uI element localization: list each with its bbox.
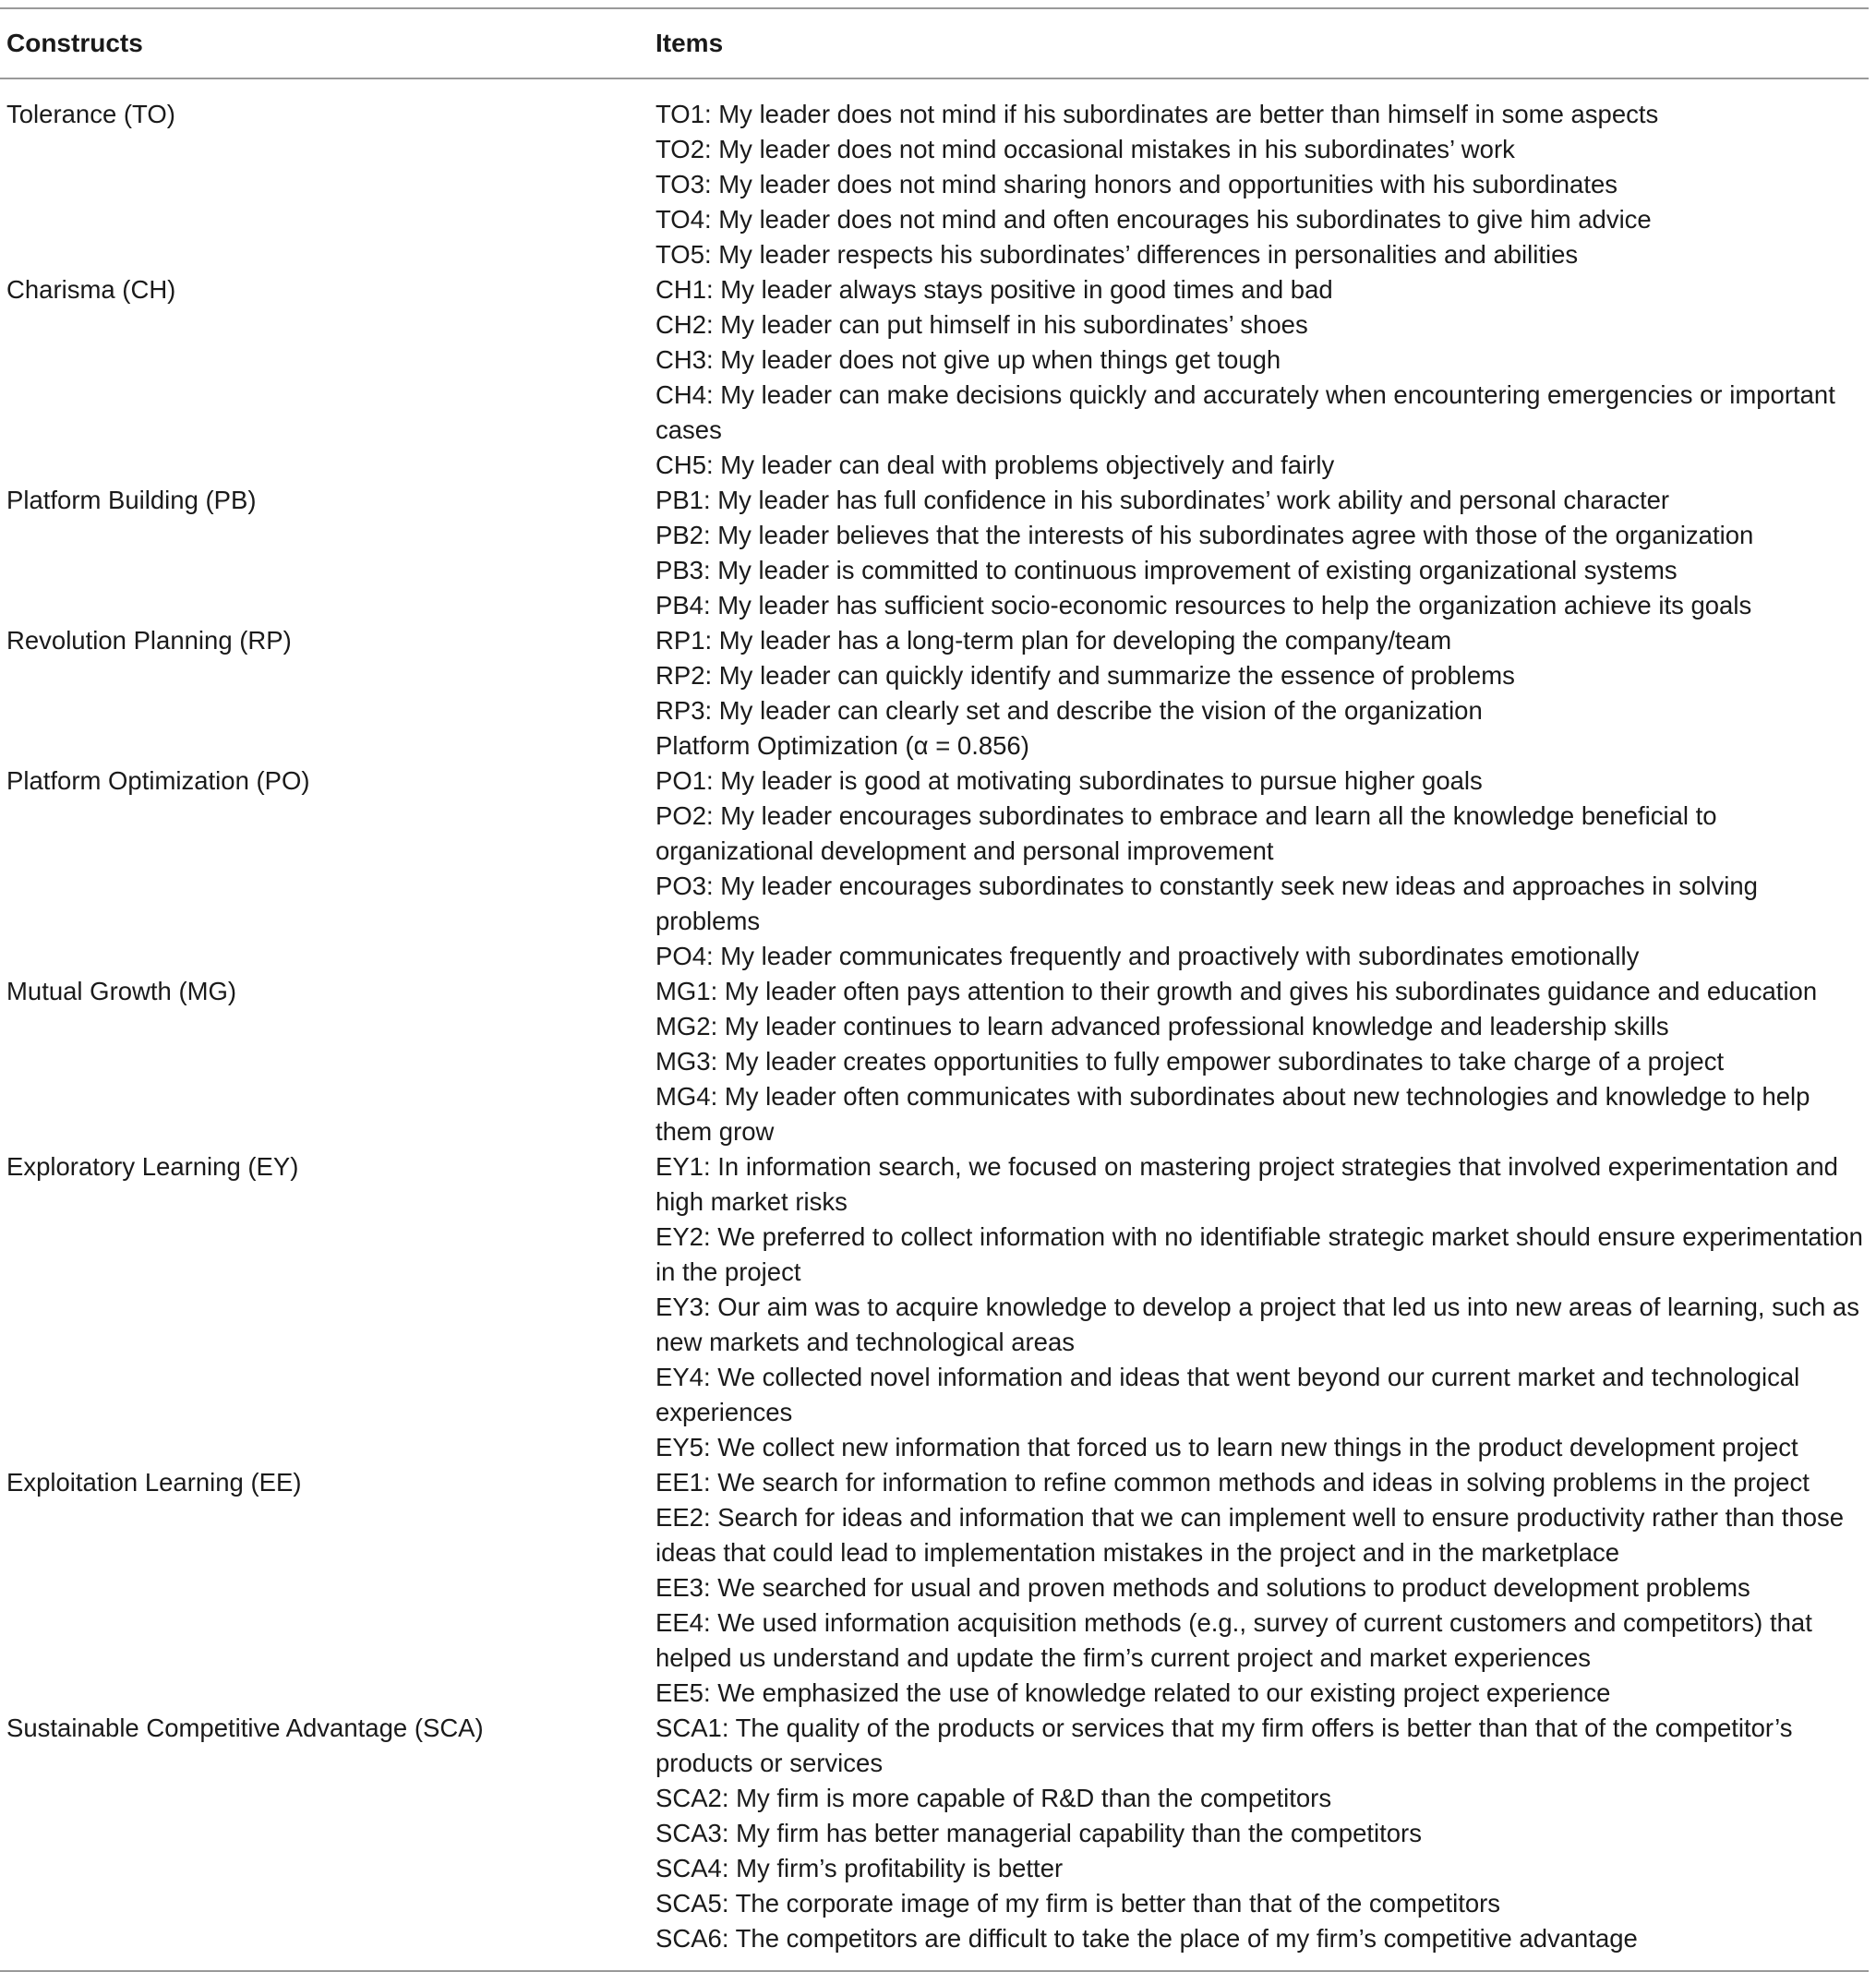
item-text: CH3: My leader does not give up when things get tough (655, 345, 1281, 374)
item-list (655, 483, 1869, 623)
construct-name: Tolerance (TO) (6, 100, 175, 128)
header-items: Items (655, 29, 724, 57)
item-text: RP3: My leader can clearly set and describe the vision of the organization (655, 696, 1483, 725)
item-text: CH1: My leader always stays positive in good times and bad (655, 275, 1333, 304)
item-text: EY5: We collect new information that forced us to learn new things in the product development project (655, 1433, 1798, 1461)
table-row (0, 623, 1869, 764)
item-text: MG3: My leader creates opportunities to fully empower subordinates to take charge of a project (655, 1047, 1725, 1076)
item-text: PO2: My leader encourages subordinates to embrace and learn all the knowledge beneficial to organizational development and personal improvement (655, 801, 1717, 865)
item-list (655, 974, 1869, 1149)
construct-name: Platform Optimization (PO) (6, 766, 310, 795)
construct-name: Exploitation Learning (EE) (6, 1468, 302, 1497)
item-text: SCA1: The quality of the products or services that my firm offers is better than that of the competitor’s products or services (655, 1713, 1793, 1777)
item-list (655, 1149, 1869, 1465)
construct-name: Platform Building (PB) (6, 486, 257, 514)
header-constructs: Constructs (6, 29, 143, 57)
table-row (0, 1711, 1869, 1956)
item-text: CH2: My leader can put himself in his subordinates’ shoes (655, 310, 1308, 339)
item-text: SCA2: My firm is more capable of R&D than the competitors (655, 1784, 1332, 1812)
item-text: MG4: My leader often communicates with subordinates about new technologies and knowledge to help them grow (655, 1082, 1810, 1146)
item-text: SCA6: The competitors are difficult to take the place of my firm’s competitive advantage (655, 1924, 1638, 1953)
item-text: SCA5: The corporate image of my firm is better than that of the competitors (655, 1889, 1501, 1918)
item-text: TO4: My leader does not mind and often encourages his subordinates to give him advice (655, 205, 1652, 234)
item-text: CH5: My leader can deal with problems objectively and fairly (655, 451, 1335, 479)
construct-name: Sustainable Competitive Advantage (SCA) (6, 1713, 484, 1742)
table-row (0, 1465, 1869, 1711)
item-text: MG1: My leader often pays attention to their growth and gives his subordinates guidance and education (655, 977, 1818, 1005)
item-text: PB4: My leader has sufficient socio-economic resources to help the organization achieve its goals (655, 591, 1752, 619)
item-text: TO5: My leader respects his subordinates’ differences in personalities and abilities (655, 240, 1579, 269)
item-text: RP1: My leader has a long-term plan for developing the company/team (655, 626, 1452, 655)
construct-name: Revolution Planning (RP) (6, 626, 292, 655)
construct-name: Exploratory Learning (EY) (6, 1152, 299, 1181)
item-text: EY4: We collected novel information and ideas that went beyond our current market and technological experiences (655, 1363, 1800, 1426)
table-row (0, 483, 1869, 623)
item-text: TO2: My leader does not mind occasional mistakes in his subordinates’ work (655, 135, 1515, 163)
constructs-table (0, 7, 1869, 1972)
item-text: EE3: We searched for usual and proven methods and solutions to product development problems (655, 1573, 1750, 1602)
table-row (0, 97, 1869, 272)
item-text: TO1: My leader does not mind if his subordinates are better than himself in some aspects (655, 100, 1659, 128)
item-text: PB2: My leader believes that the interests of his subordinates agree with those of the organization (655, 521, 1754, 549)
item-text: SCA4: My firm’s profitability is better (655, 1854, 1064, 1882)
item-list (655, 1711, 1869, 1956)
item-text: CH4: My leader can make decisions quickly and accurately when encountering emergencies or important cases (655, 380, 1835, 444)
item-list (655, 97, 1869, 272)
table-body (0, 79, 1869, 1956)
table-row (0, 1149, 1869, 1465)
table-row (0, 272, 1869, 483)
item-text: MG2: My leader continues to learn advanced professional knowledge and leadership skills (655, 1012, 1669, 1040)
table-header (0, 9, 1869, 78)
item-text: Platform Optimization (α = 0.856) (655, 731, 1029, 760)
item-list (655, 272, 1869, 483)
item-text: EY1: In information search, we focused on mastering project strategies that involved experimentation and high market risks (655, 1152, 1838, 1216)
construct-name: Charisma (CH) (6, 275, 176, 304)
item-text: PB1: My leader has full confidence in his subordinates’ work ability and personal character (655, 486, 1670, 514)
item-text: PO3: My leader encourages subordinates to constantly seek new ideas and approaches in solving problems (655, 872, 1758, 935)
item-text: TO3: My leader does not mind sharing honors and opportunities with his subordinates (655, 170, 1618, 198)
item-list (655, 1465, 1869, 1711)
item-text: EY3: Our aim was to acquire knowledge to develop a project that led us into new areas of learning, such as new markets and technological areas (655, 1293, 1859, 1356)
item-text: EE5: We emphasized the use of knowledge related to our existing project experience (655, 1678, 1611, 1707)
item-text: EE1: We search for information to refine common methods and ideas in solving problems in the project (655, 1468, 1810, 1497)
item-list (655, 764, 1869, 974)
construct-name: Mutual Growth (MG) (6, 977, 237, 1005)
item-text: EE2: Search for ideas and information that we can implement well to ensure productivity rather than those ideas that could lead to implementation mistakes in the project and in the marketplace (655, 1503, 1845, 1567)
item-text: RP2: My leader can quickly identify and summarize the essence of problems (655, 661, 1515, 690)
table-row (0, 974, 1869, 1149)
item-text: EY2: We preferred to collect information with no identifiable strategic market should ensure experimentation in the project (655, 1222, 1863, 1286)
item-text: SCA3: My firm has better managerial capability than the competitors (655, 1819, 1422, 1847)
item-list (655, 623, 1869, 764)
item-text: PO1: My leader is good at motivating subordinates to pursue higher goals (655, 766, 1483, 795)
table-row (0, 764, 1869, 974)
item-text: EE4: We used information acquisition methods (e.g., survey of current customers and competitors) that helped us understand and update the firm’s current project and market experiences (655, 1608, 1812, 1672)
item-text: PO4: My leader communicates frequently and proactively with subordinates emotionally (655, 942, 1640, 970)
item-text: PB3: My leader is committed to continuous improvement of existing organizational systems (655, 556, 1678, 584)
